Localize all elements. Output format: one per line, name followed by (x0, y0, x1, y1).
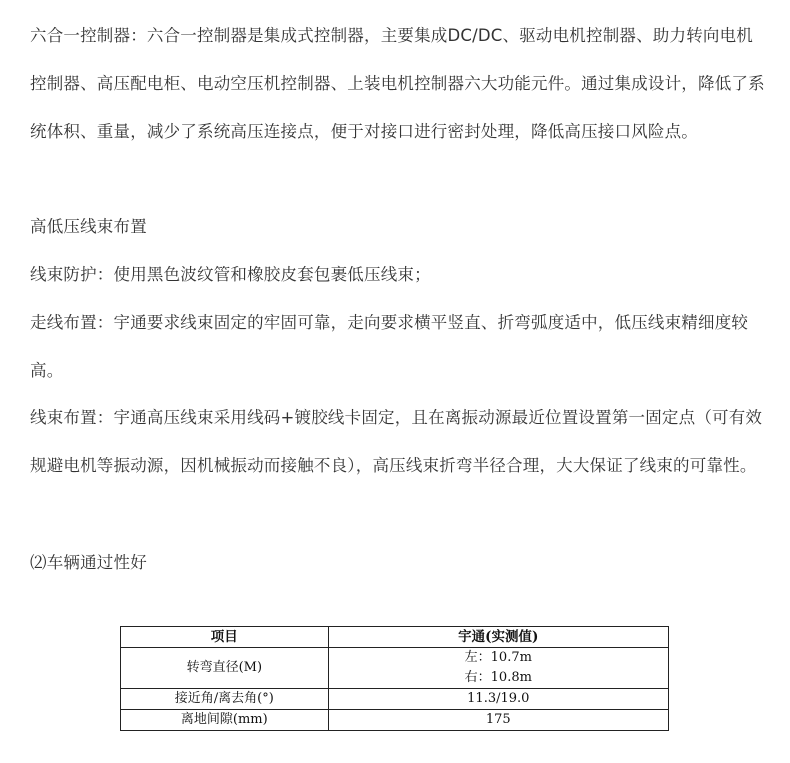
turning-left-value: 左：10.7m (464, 650, 532, 665)
paragraph-six-in-one-controller: 六合一控制器：六合一控制器是集成式控制器，主要集成DC/DC、驱动电机控制器、助力转向电机控制器、高压配电柜、电动空压机控制器、上装电机控制器六大功能元件。通过集成设计，降低了系统体积、重量，减少了系统高压连接点，便于对接口进行密封处理，降低高压接口风险点。 (30, 26, 765, 141)
spec-table (120, 626, 669, 731)
table-cell-value: 175 (328, 710, 668, 731)
table-cell-item: 转弯直径(M) (121, 648, 329, 689)
table-cell-item: 接近角/离去角(°) (121, 689, 329, 710)
table-cell-value (328, 648, 668, 689)
paragraph-routing-layout: 走线布置：宇通要求线束固定的牢固可靠，走向要求横平竖直、折弯弧度适中，低压线束精细度较高。 (30, 313, 749, 380)
paragraph-harness-protection: 线束防护：使用黑色波纹管和橡胶皮套包裹低压线束； (30, 265, 431, 284)
table-header-row (121, 627, 669, 648)
paragraph-harness-layout: 线束布置：宇通高压线束采用线码+镀胶线卡固定，且在离振动源最近位置设置第一固定点（可有效规避电机等振动源，因机械振动而接触不良），高压线束折弯半径合理，大大保证了线束的可靠性。 (30, 408, 763, 475)
table-header-item: 项目 (121, 627, 329, 648)
table-row (121, 689, 669, 710)
section-heading-wiring-layout: 高低压线束布置 (30, 217, 147, 236)
section-heading-vehicle-passability: ⑵车辆通过性好 (30, 553, 147, 572)
table-cell-value: 11.3/19.0 (328, 689, 668, 710)
table-row (121, 710, 669, 731)
table-cell-item: 离地间隙(mm) (121, 710, 329, 731)
turning-right-value: 右：10.8m (464, 670, 532, 685)
table-header-measured: 宇通(实测值) (328, 627, 668, 648)
table-row (121, 648, 669, 689)
